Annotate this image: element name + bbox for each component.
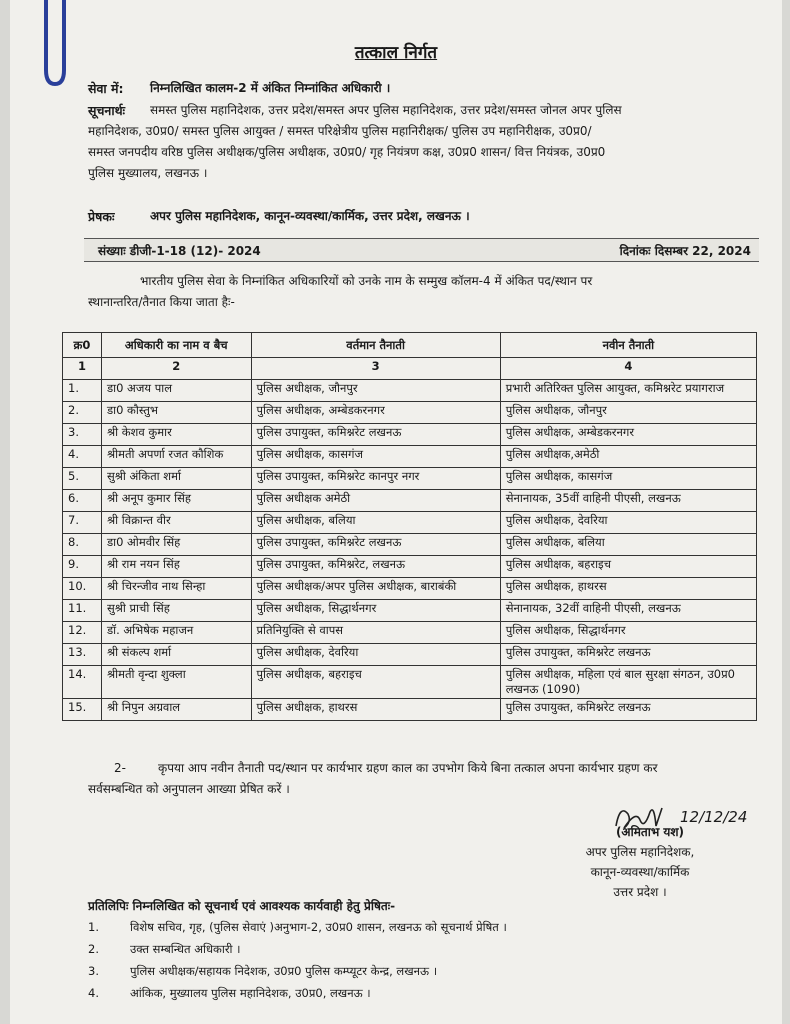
cell-serial: 13. bbox=[63, 644, 102, 666]
copy-item-number: 3. bbox=[88, 964, 99, 978]
document-title: तत्काल निर्गत bbox=[354, 43, 438, 63]
cell-officer-name: डा0 अजय पाल bbox=[101, 380, 251, 402]
cell-officer-name: श्री संकल्प शर्मा bbox=[101, 644, 251, 666]
info-line-2: महानिदेशक, उ0प्र0/ समस्त पुलिस आयुक्त / समस्त परिक्षेत्रीय पुलिस महानिरीक्षक/ पुलिस उप महानिरीक्षक, उ0प्र0/ bbox=[88, 124, 592, 138]
cell-officer-name: श्री केशव कुमार bbox=[101, 424, 251, 446]
cell-officer-name: श्री अनूप कुमार सिंह bbox=[101, 490, 251, 512]
cell-serial: 15. bbox=[63, 699, 102, 721]
cell-serial: 7. bbox=[63, 512, 102, 534]
addressee-label: सेवा में: bbox=[88, 81, 124, 96]
cell-new-posting: सेनानायक, 32वीं वाहिनी पीएसी, लखनऊ bbox=[500, 600, 756, 622]
cell-officer-name: डा0 कौस्तुभ bbox=[101, 402, 251, 424]
table-row bbox=[63, 468, 757, 490]
signatory-designation-3: उत्तर प्रदेश । bbox=[613, 885, 667, 899]
info-label: सूचनार्थः bbox=[88, 103, 126, 118]
table-row bbox=[63, 402, 757, 424]
copy-item-text: आंकिक, मुख्यालय पुलिस महानिदेशक, उ0प्र0, लखनऊ । bbox=[130, 986, 371, 1000]
signatory-designation-2: कानून-व्यवस्था/कार्मिक bbox=[590, 865, 690, 879]
cell-officer-name: सुश्री प्राची सिंह bbox=[101, 600, 251, 622]
info-line-1: समस्त पुलिस महानिदेशक, उत्तर प्रदेश/समस्त अपर पुलिस महानिदेशक, उत्तर प्रदेश/समस्त जोनल अपर पुलिस bbox=[150, 103, 622, 117]
cell-serial: 4. bbox=[63, 446, 102, 468]
cell-new-posting: पुलिस अधीक्षक,अमेठी bbox=[500, 446, 756, 468]
table-row bbox=[63, 578, 757, 600]
copy-item-text: विशेष सचिव, गृह, (पुलिस सेवाएं )अनुभाग-2, उ0प्र0 शासन, लखनऊ को सूचनार्थ प्रेषित । bbox=[130, 920, 507, 934]
cell-officer-name: सुश्री अंकिता शर्मा bbox=[101, 468, 251, 490]
table-row bbox=[63, 380, 757, 402]
info-line-3: समस्त जनपदीय वरिष्ठ पुलिस अधीक्षक/पुलिस अधीक्षक, उ0प्र0/ गृह नियंत्रण कक्ष, उ0प्र0 शासन/ वित्त नियंत्रक, उ0प्र0 bbox=[88, 145, 606, 159]
cell-officer-name: श्री चिरन्जीव नाथ सिन्हा bbox=[101, 578, 251, 600]
copy-item-text: पुलिस अधीक्षक/सहायक निदेशक, उ0प्र0 पुलिस कम्प्यूटर केन्द्र, लखनऊ । bbox=[130, 964, 438, 978]
intro-line-1: भारतीय पुलिस सेवा के निम्नांकित अधिकारियों को उनके नाम के सम्मुख कॉलम-4 में अंकित पद/स्थान पर bbox=[140, 274, 593, 288]
table-row bbox=[63, 644, 757, 666]
reference-date: दिनांकः दिसम्बर 22, 2024 bbox=[619, 244, 751, 258]
copy-item-number: 4. bbox=[88, 986, 99, 1000]
cell-officer-name: श्रीमती अपर्णा रजत कौशिक bbox=[101, 446, 251, 468]
cell-officer-name: डा0 ओमवीर सिंह bbox=[101, 534, 251, 556]
cell-officer-name: श्रीमती वृन्दा शुक्ला bbox=[101, 666, 251, 699]
column-number-row bbox=[63, 358, 757, 380]
cell-current-posting: पुलिस अधीक्षक, बलिया bbox=[251, 512, 500, 534]
reference-bar bbox=[84, 238, 759, 262]
cell-serial: 11. bbox=[63, 600, 102, 622]
table-row bbox=[63, 446, 757, 468]
table-row bbox=[63, 424, 757, 446]
reference-number: संख्याः डीजी-1-18 (12)- 2024 bbox=[98, 244, 261, 258]
cell-serial: 10. bbox=[63, 578, 102, 600]
addressee-text: निम्नलिखित कालम-2 में अंकित निम्नांकित अधिकारी । bbox=[150, 81, 391, 95]
cell-current-posting: पुलिस अधीक्षक, देवरिया bbox=[251, 644, 500, 666]
cell-serial: 1. bbox=[63, 380, 102, 402]
cell-new-posting: प्रभारी अतिरिक्त पुलिस आयुक्त, कमिश्नरेट प्रयागराज bbox=[500, 380, 756, 402]
cell-new-posting: पुलिस अधीक्षक, अम्बेडकरनगर bbox=[500, 424, 756, 446]
cell-serial: 14. bbox=[63, 666, 102, 699]
table-row bbox=[63, 699, 757, 721]
cell-serial: 6. bbox=[63, 490, 102, 512]
cell-current-posting: पुलिस अधीक्षक, अम्बेडकरनगर bbox=[251, 402, 500, 424]
cell-current-posting: पुलिस अधीक्षक, हाथरस bbox=[251, 699, 500, 721]
cell-new-posting: पुलिस अधीक्षक, कासगंज bbox=[500, 468, 756, 490]
cell-current-posting: पुलिस अधीक्षक/अपर पुलिस अधीक्षक, बाराबंकी bbox=[251, 578, 500, 600]
cell-serial: 3. bbox=[63, 424, 102, 446]
posting-table bbox=[62, 332, 757, 721]
cell-serial: 2. bbox=[63, 402, 102, 424]
para2-line-2: सर्वसम्बन्धित को अनुपालन आख्या प्रेषित करें । bbox=[88, 782, 290, 796]
intro-line-2: स्थानान्तरित/तैनात किया जाता हैः- bbox=[88, 295, 235, 309]
cell-current-posting: पुलिस उपायुक्त, कमिश्नरेट लखनऊ bbox=[251, 424, 500, 446]
column-number: 2 bbox=[101, 358, 251, 380]
cell-current-posting: पुलिस अधीक्षक, कासगंज bbox=[251, 446, 500, 468]
cell-current-posting: पुलिस उपायुक्त, कमिश्नरेट कानपुर नगर bbox=[251, 468, 500, 490]
cell-officer-name: श्री विक्रान्त वीर bbox=[101, 512, 251, 534]
table-row bbox=[63, 534, 757, 556]
header-officer: अधिकारी का नाम व बैच bbox=[101, 333, 251, 358]
signatory-designation-1: अपर पुलिस महानिदेशक, bbox=[585, 845, 695, 859]
cell-current-posting: पुलिस अधीक्षक, जौनपुर bbox=[251, 380, 500, 402]
header-serial: क्र0 bbox=[63, 333, 102, 358]
cell-serial: 5. bbox=[63, 468, 102, 490]
cell-officer-name: श्री निपुन अग्रवाल bbox=[101, 699, 251, 721]
cell-current-posting: पुलिस अधीक्षक, सिद्धार्थनगर bbox=[251, 600, 500, 622]
copy-item-number: 2. bbox=[88, 942, 99, 956]
cell-current-posting: पुलिस उपायुक्त, कमिश्नरेट लखनऊ bbox=[251, 534, 500, 556]
cell-new-posting: पुलिस अधीक्षक, देवरिया bbox=[500, 512, 756, 534]
cell-new-posting: पुलिस उपायुक्त, कमिश्नरेट लखनऊ bbox=[500, 644, 756, 666]
table-row bbox=[63, 490, 757, 512]
signatory-name: (अमिताभ यश) bbox=[615, 825, 685, 839]
table-row bbox=[63, 600, 757, 622]
cell-officer-name: डॉ. अभिषेक महाजन bbox=[101, 622, 251, 644]
signature-date: 12/12/24 bbox=[680, 808, 748, 826]
cell-new-posting: पुलिस अधीक्षक, महिला एवं बाल सुरक्षा संगठन, उ0प्र0 लखनऊ (1090) bbox=[500, 666, 756, 699]
para2-number: 2- bbox=[114, 761, 126, 775]
column-number: 4 bbox=[500, 358, 756, 380]
info-line-4: पुलिस मुख्यालय, लखनऊ । bbox=[88, 166, 208, 180]
table-row bbox=[63, 556, 757, 578]
table-row bbox=[63, 512, 757, 534]
table-header-row bbox=[63, 333, 757, 358]
document-page bbox=[10, 0, 782, 1024]
cell-serial: 8. bbox=[63, 534, 102, 556]
column-number: 1 bbox=[63, 358, 102, 380]
cell-current-posting: पुलिस उपायुक्त, कमिश्नरेट, लखनऊ bbox=[251, 556, 500, 578]
cell-new-posting: पुलिस अधीक्षक, बलिया bbox=[500, 534, 756, 556]
sender-label: प्रेषकः bbox=[88, 209, 115, 224]
cell-new-posting: पुलिस अधीक्षक, बहराइच bbox=[500, 556, 756, 578]
cell-current-posting: प्रतिनियुक्ति से वापस bbox=[251, 622, 500, 644]
para2-line-1: कृपया आप नवीन तैनाती पद/स्थान पर कार्यभार ग्रहण काल का उपभोग किये बिना तत्काल अपना कार्यभार ग्रहण कर bbox=[158, 761, 658, 775]
cell-current-posting: पुलिस अधीक्षक अमेठी bbox=[251, 490, 500, 512]
header-new-posting: नवीन तैनाती bbox=[500, 333, 756, 358]
cell-current-posting: पुलिस अधीक्षक, बहराइच bbox=[251, 666, 500, 699]
cell-new-posting: सेनानायक, 35वीं वाहिनी पीएसी, लखनऊ bbox=[500, 490, 756, 512]
cell-new-posting: पुलिस उपायुक्त, कमिश्नरेट लखनऊ bbox=[500, 699, 756, 721]
table-row bbox=[63, 666, 757, 699]
copy-heading: प्रतिलिपिः निम्नलिखित को सूचनार्थ एवं आवश्यक कार्यवाही हेतु प्रेषितः- bbox=[88, 899, 396, 913]
column-number: 3 bbox=[251, 358, 500, 380]
sender-text: अपर पुलिस महानिदेशक, कानून-व्यवस्था/कार्मिक, उत्तर प्रदेश, लखनऊ । bbox=[150, 209, 470, 223]
cell-new-posting: पुलिस अधीक्षक, सिद्धार्थनगर bbox=[500, 622, 756, 644]
cell-new-posting: पुलिस अधीक्षक, जौनपुर bbox=[500, 402, 756, 424]
table-row bbox=[63, 622, 757, 644]
copy-item-number: 1. bbox=[88, 920, 99, 934]
copy-item-text: उक्त सम्बन्धित अधिकारी । bbox=[130, 942, 241, 956]
cell-serial: 9. bbox=[63, 556, 102, 578]
cell-officer-name: श्री राम नयन सिंह bbox=[101, 556, 251, 578]
header-current-posting: वर्तमान तैनाती bbox=[251, 333, 500, 358]
cell-new-posting: पुलिस अधीक्षक, हाथरस bbox=[500, 578, 756, 600]
cell-serial: 12. bbox=[63, 622, 102, 644]
